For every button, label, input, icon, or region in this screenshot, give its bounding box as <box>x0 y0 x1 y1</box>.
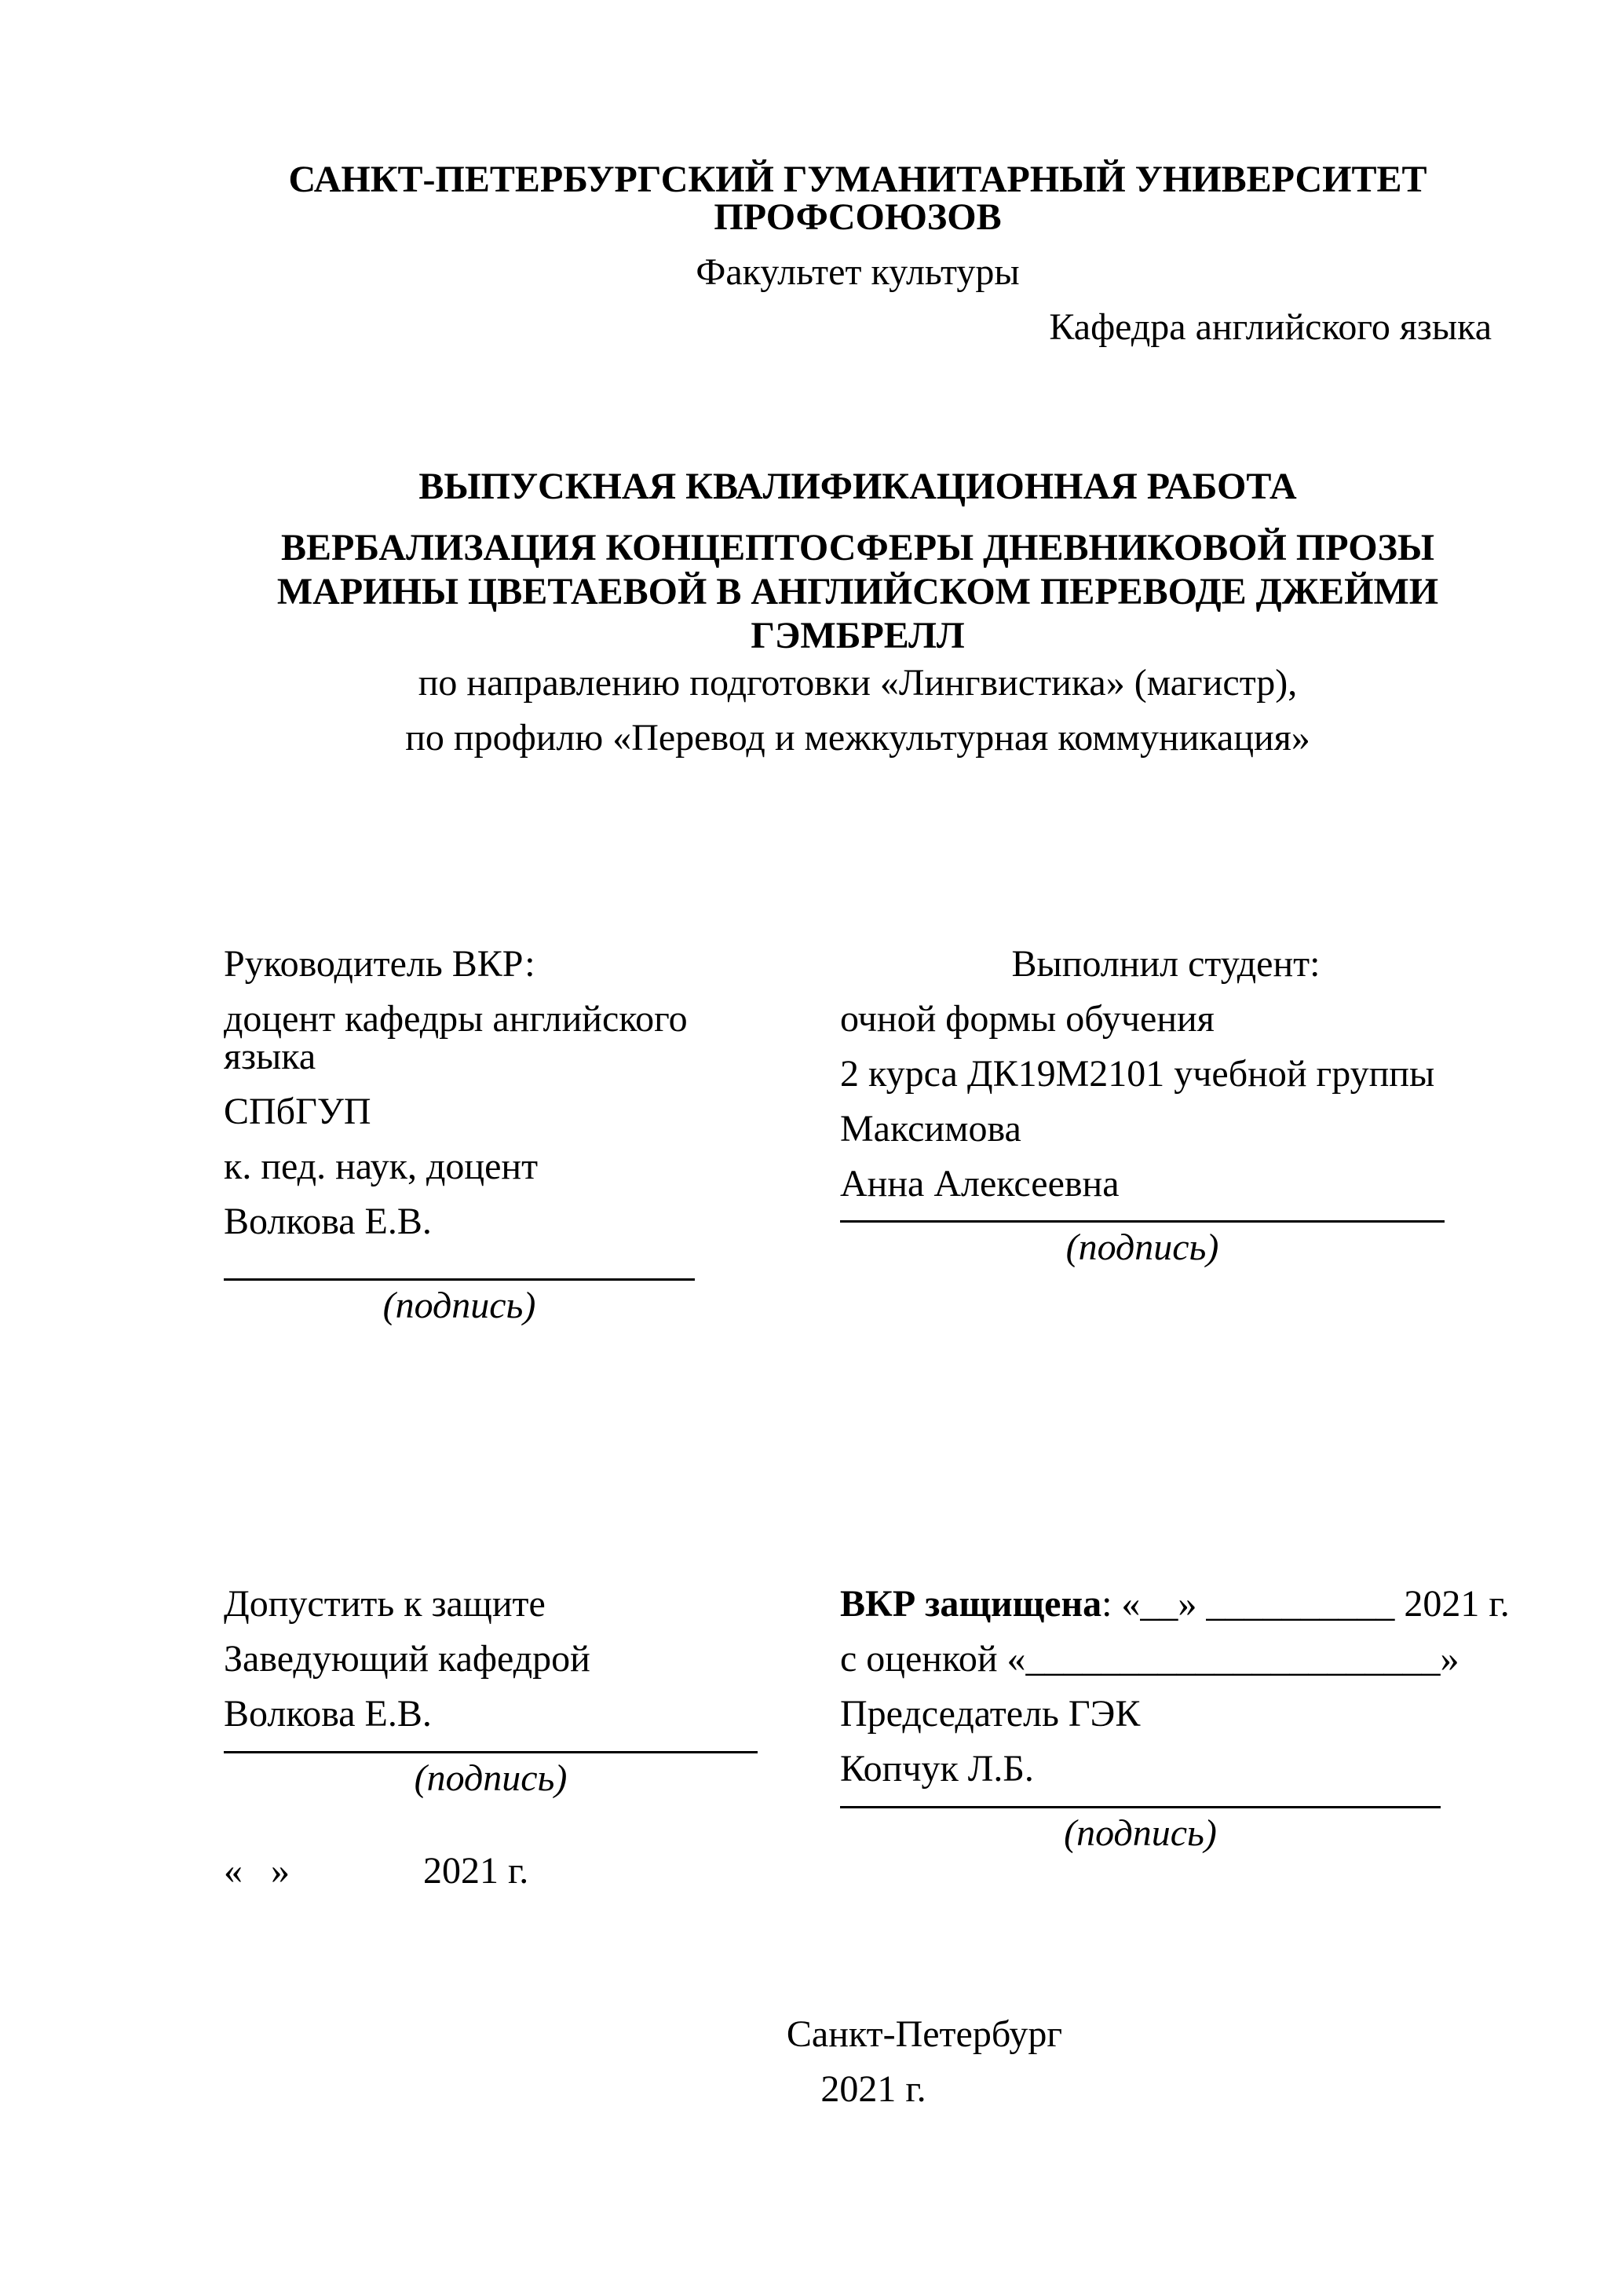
signature-caption: (подпись) <box>1064 1812 1217 1854</box>
head-signature-block <box>224 1751 758 1797</box>
chairman-title: Председатель ГЭК <box>840 1693 1141 1735</box>
supervisor-section <box>224 945 726 1325</box>
profile-line: по профилю «Перевод и межкультурная коммуникация» <box>405 717 1310 759</box>
chairman-signature-block <box>840 1806 1441 1852</box>
admission-section <box>224 1585 726 1890</box>
signatories-section <box>224 945 1492 1325</box>
department-line: Кафедра английского языка <box>1049 306 1492 348</box>
student-label: Выполнил студент: <box>1011 943 1321 985</box>
head-position: Заведующий кафедрой <box>224 1638 590 1680</box>
student-section <box>840 945 1492 1325</box>
signature-line <box>224 1751 758 1753</box>
student-study-form: очной формы обучения <box>840 998 1215 1040</box>
student-name: Анна Алексеевна <box>840 1163 1120 1205</box>
defense-status-bold: ВКР защищена <box>840 1583 1102 1625</box>
supervisor-organization: СПбГУП <box>224 1091 371 1132</box>
footer-year: 2021 г. <box>820 2068 926 2110</box>
defense-status-line <box>840 1583 1510 1625</box>
footer-city: Санкт-Петербург <box>786 2013 1063 2055</box>
signature-caption: (подпись) <box>1065 1227 1219 1268</box>
footer-section <box>224 2013 1492 2110</box>
date-year: 2021 г. <box>423 1850 529 1892</box>
signature-caption: (подпись) <box>414 1757 568 1799</box>
program-line: по направлению подготовки «Лингвистика» (магистр), <box>418 662 1298 704</box>
faculty-line: Факультет культуры <box>696 251 1020 293</box>
student-surname: Максимова <box>840 1108 1021 1150</box>
supervisor-degree: к. пед. наук, доцент <box>224 1146 539 1187</box>
supervisor-name: Волкова Е.В. <box>224 1201 432 1242</box>
student-group: 2 курса ДК19М2101 учебной группы <box>840 1053 1435 1095</box>
university-name: САНКТ-ПЕТЕРБУРГСКИЙ ГУМАНИТАРНЫЙ УНИВЕРСИТЕТ ПРОФСОЮЗОВ <box>288 159 1427 238</box>
approval-section <box>224 1583 1510 1892</box>
supervisor-signature-block <box>224 1278 695 1325</box>
defense-status-rest: : «__» __________ 2021 г. <box>1101 1583 1510 1625</box>
signature-line <box>840 1220 1445 1223</box>
signature-caption: (подпись) <box>382 1285 536 1326</box>
work-type-title: ВЫПУСКНАЯ КВАЛИФИКАЦИОННАЯ РАБОТА <box>418 466 1297 507</box>
signature-line <box>840 1806 1441 1808</box>
thesis-title: ВЕРБАЛИЗАЦИЯ КОНЦЕПТОСФЕРЫ ДНЕВНИКОВОЙ ПРОЗЫ МАРИНЫ ЦВЕТАЕВОЙ В АНГЛИЙСКОМ ПЕРЕВОДЕ ДЖЕЙМИ ГЭМБРЕЛЛ <box>276 527 1439 656</box>
grade-line: с оценкой «______________________» <box>840 1638 1459 1680</box>
admit-line: Допустить к защите <box>224 1583 546 1625</box>
signature-line <box>224 1278 695 1281</box>
supervisor-position: доцент кафедры английского языка <box>224 998 688 1077</box>
date-brackets: « » <box>224 1850 290 1892</box>
head-name: Волкова Е.В. <box>224 1693 432 1735</box>
admission-date-line <box>224 1852 726 1890</box>
defense-section <box>840 1583 1510 1890</box>
chairman-name: Копчук Л.Б. <box>840 1748 1034 1790</box>
student-signature-block <box>840 1220 1445 1267</box>
supervisor-label: Руководитель ВКР: <box>224 943 535 985</box>
